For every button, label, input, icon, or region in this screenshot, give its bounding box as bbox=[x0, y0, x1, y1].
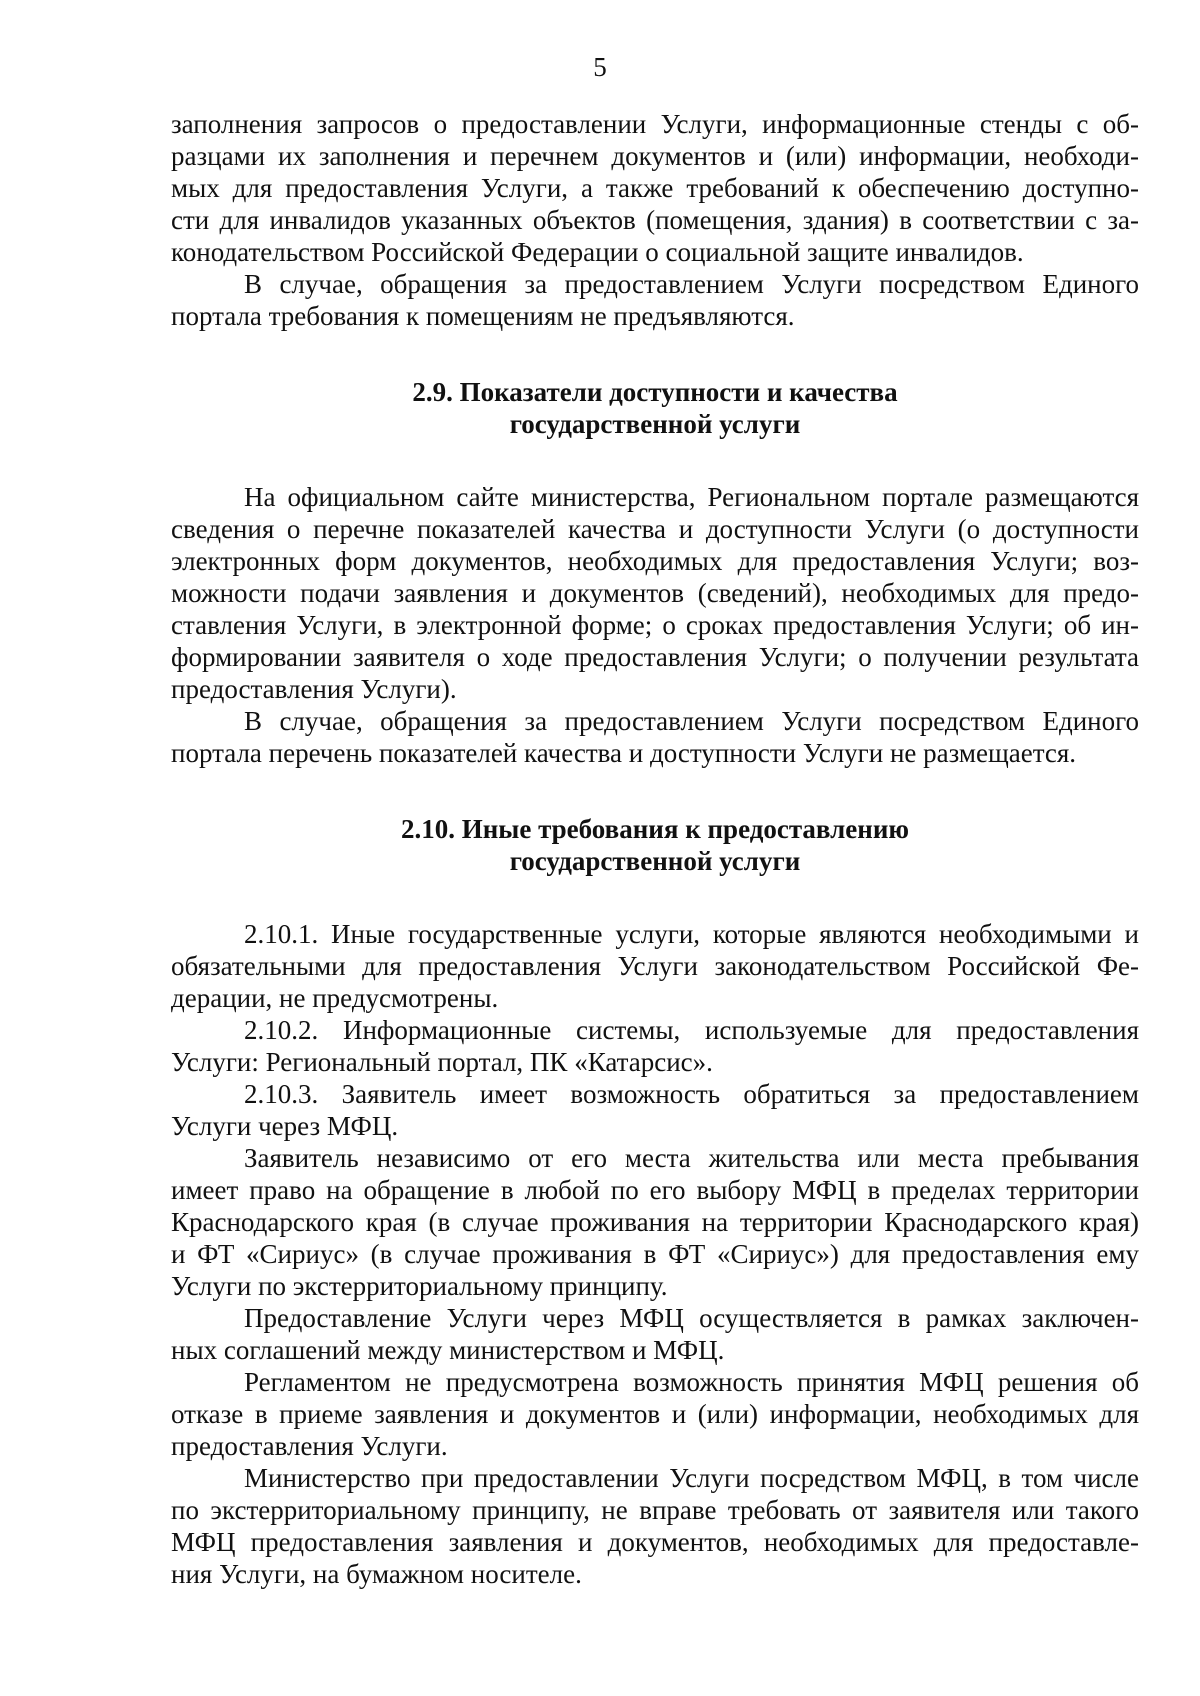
paragraph bbox=[171, 1462, 1139, 1590]
text-line: предоставления Услуги). bbox=[171, 674, 457, 704]
document-body bbox=[171, 108, 1139, 1590]
text-line: сведения о перечне показателей качества и доступности Услуги (о доступности bbox=[171, 514, 1139, 544]
paragraph bbox=[171, 918, 1139, 1014]
text-line: конодательством Российской Федерации о социальной защите инвалидов. bbox=[171, 237, 1024, 267]
text-line: по экстерриториальному принципу, не вправе требовать от заявителя или такого bbox=[171, 1495, 1139, 1525]
paragraph bbox=[171, 108, 1139, 268]
paragraph bbox=[171, 1366, 1139, 1462]
text-line: Услуги: Региональный портал, ПК «Катарсис». bbox=[171, 1047, 713, 1077]
text-line: ния Услуги, на бумажном носителе. bbox=[171, 1559, 582, 1589]
text-line: На официальном сайте министерства, Региональном портале размещаются bbox=[244, 482, 1139, 512]
text-line: Министерство при предоставлении Услуги посредством МФЦ, в том числе bbox=[244, 1463, 1139, 1493]
text-line: В случае, обращения за предоставлением Услуги посредством Единого bbox=[244, 269, 1139, 299]
text-line: МФЦ предоставления заявления и документов, необходимых для предоставле- bbox=[171, 1527, 1139, 1557]
page-number: 5 bbox=[593, 52, 607, 82]
section-heading bbox=[171, 813, 1139, 877]
heading-line: государственной услуги bbox=[509, 846, 801, 876]
text-line: Услуги по экстерриториальному принципу. bbox=[171, 1271, 668, 1301]
text-line: мых для предоставления Услуги, а также требований к обеспечению доступно- bbox=[171, 173, 1139, 203]
paragraph bbox=[171, 1302, 1139, 1366]
text-line: Краснодарского края (в случае проживания на территории Краснодарского края) bbox=[171, 1207, 1139, 1237]
text-line: портала требования к помещениям не предъявляются. bbox=[171, 301, 795, 331]
text-line: ных соглашений между министерством и МФЦ. bbox=[171, 1335, 725, 1365]
text-line: можности подачи заявления и документов (сведений), необходимых для предо- bbox=[171, 578, 1139, 608]
text-line: 2.10.2. Информационные системы, используемые для предоставления bbox=[244, 1015, 1139, 1045]
text-line: электронных форм документов, необходимых для предоставления Услуги; воз- bbox=[171, 546, 1139, 576]
heading-line: 2.9. Показатели доступности и качества bbox=[412, 377, 898, 407]
text-line: ставления Услуги, в электронной форме; о сроках предоставления Услуги; об ин- bbox=[171, 610, 1139, 640]
text-line: Услуги через МФЦ. bbox=[171, 1111, 399, 1141]
heading-line: 2.10. Иные требования к предоставлению bbox=[400, 814, 910, 844]
text-line: В случае, обращения за предоставлением Услуги посредством Единого bbox=[244, 706, 1139, 736]
text-line: Регламентом не предусмотрена возможность принятия МФЦ решения об bbox=[244, 1367, 1139, 1397]
text-line: дерации, не предусмотрены. bbox=[171, 983, 499, 1013]
paragraph bbox=[171, 705, 1139, 769]
text-line: имеет право на обращение в любой по его выбору МФЦ в пределах территории bbox=[171, 1175, 1139, 1205]
text-line: обязательными для предоставления Услуги законодательством Российской Фе- bbox=[171, 951, 1139, 981]
text-line: и ФТ «Сириус» (в случае проживания в ФТ «Сириус») для предоставления ему bbox=[171, 1239, 1139, 1269]
text-line: Предоставление Услуги через МФЦ осуществляется в рамках заключен- bbox=[244, 1303, 1139, 1333]
text-line: разцами их заполнения и перечнем документов и (или) информации, необходи- bbox=[171, 141, 1139, 171]
paragraph bbox=[171, 1078, 1139, 1142]
text-line: Заявитель независимо от его места жительства или места пребывания bbox=[244, 1143, 1139, 1173]
paragraph bbox=[171, 481, 1139, 705]
text-line: сти для инвалидов указанных объектов (помещения, здания) в соответствии с за- bbox=[171, 205, 1139, 235]
section-heading bbox=[171, 376, 1139, 440]
paragraph bbox=[171, 268, 1139, 332]
text-line: формировании заявителя о ходе предоставления Услуги; о получении результата bbox=[171, 642, 1139, 672]
text-line: портала перечень показателей качества и доступности Услуги не размещается. bbox=[171, 738, 1077, 768]
paragraph bbox=[171, 1014, 1139, 1078]
text-line: отказе в приеме заявления и документов и (или) информации, необходимых для bbox=[171, 1399, 1139, 1429]
paragraph bbox=[171, 1142, 1139, 1302]
text-line: 2.10.1. Иные государственные услуги, которые являются необходимыми и bbox=[244, 919, 1139, 949]
text-line: предоставления Услуги. bbox=[171, 1431, 448, 1461]
text-line: 2.10.3. Заявитель имеет возможность обратиться за предоставлением bbox=[244, 1079, 1139, 1109]
text-line: заполнения запросов о предоставлении Услуги, информационные стенды с об- bbox=[171, 109, 1139, 139]
heading-line: государственной услуги bbox=[509, 409, 801, 439]
